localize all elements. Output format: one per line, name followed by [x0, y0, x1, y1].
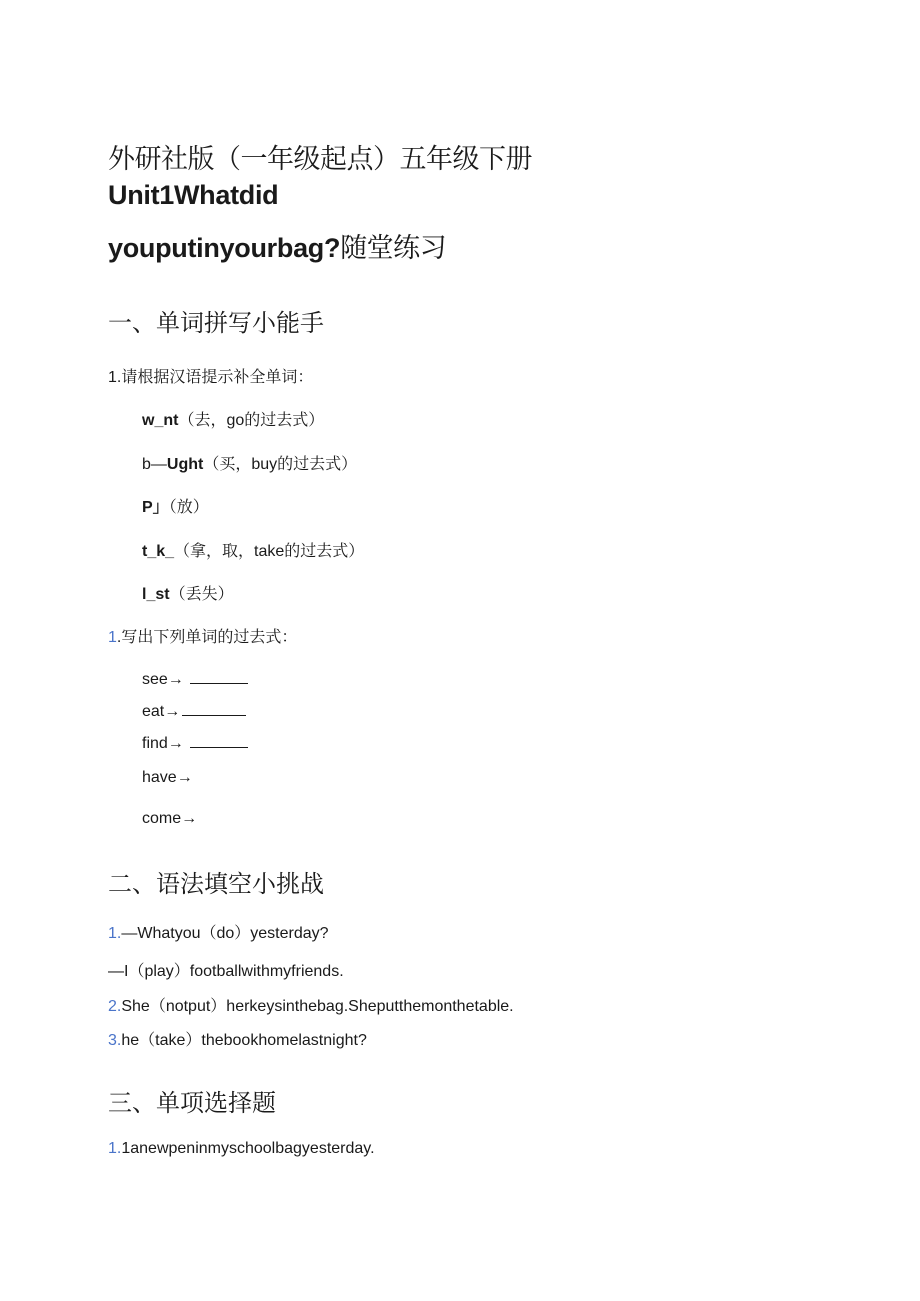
- choice-item: [108, 1138, 375, 1160]
- doc-title-line1: 外研社版（一年级起点）五年级下册: [108, 144, 532, 174]
- doc-title-line2: Unit1Whatdid: [108, 180, 279, 210]
- past-tense-item-eat: [142, 699, 246, 723]
- word-meaning: （买，buy的过去式）: [203, 456, 358, 473]
- word-item-put: [142, 497, 209, 519]
- word-hint: P」: [142, 499, 169, 516]
- grammar-item: [108, 961, 344, 983]
- question-text: She（notput）herkeysinthebag.Sheputthemonthetable.: [121, 998, 514, 1015]
- past-tense-item-have: have→: [142, 769, 193, 786]
- question-number: 2.: [108, 998, 122, 1015]
- word-meaning: （丢失）: [169, 586, 234, 603]
- word-hint: Ught: [166, 456, 204, 473]
- word-item-lost: [142, 584, 234, 606]
- past-tense-item-see: [142, 667, 248, 691]
- past-tense-item-come: come→: [142, 810, 198, 827]
- answer-blank[interactable]: [190, 667, 248, 684]
- answer-blank[interactable]: [190, 731, 248, 748]
- word-hint: w_nt: [142, 412, 179, 429]
- verb-label: see→: [142, 671, 184, 688]
- grammar-item: [108, 996, 514, 1018]
- word-hint: t_k_: [142, 543, 175, 560]
- question-text: he（take）thebookhomelastnight?: [121, 1032, 367, 1049]
- question-text: —Whatyou（do）yesterday?: [121, 925, 329, 942]
- word-prefix: b—: [142, 456, 167, 473]
- section2-heading: 二、语法填空小挑战: [108, 871, 324, 898]
- question-text: 1anewpeninmyschoolbagyesterday.: [121, 1140, 375, 1157]
- word-item-took: [142, 541, 364, 563]
- section3-heading: 三、单项选择题: [108, 1090, 276, 1117]
- question-number: 1.: [108, 925, 122, 942]
- doc-title-line3-chinese: 随堂练习: [340, 233, 447, 263]
- verb-label: eat→: [142, 703, 181, 720]
- word-hint: l_st: [142, 586, 170, 603]
- section1-heading: 一、单词拼写小能手: [108, 310, 324, 337]
- grammar-item: [108, 1030, 367, 1052]
- question-number: 1.: [108, 1140, 122, 1157]
- word-item-bought: [142, 454, 357, 476]
- word-item-went: [142, 410, 324, 432]
- grammar-item: [108, 923, 329, 945]
- word-meaning: （拿，取，take的过去式）: [174, 543, 365, 560]
- section1-q2-prompt: [108, 627, 297, 649]
- word-meaning: （去，go的过去式）: [178, 412, 325, 429]
- section1-q1-prompt: 1.请根据汉语提示补全单词：: [108, 369, 314, 386]
- question-text: .写出下列单词的过去式：: [116, 629, 298, 646]
- answer-blank[interactable]: [182, 699, 246, 716]
- question-text: —I（play）footballwithmyfriends.: [108, 963, 344, 980]
- word-meaning: （放）: [168, 499, 209, 516]
- question-number: 1: [108, 629, 117, 646]
- past-tense-item-find: [142, 731, 248, 755]
- doc-title-line3-english: youputinyourbag?: [108, 233, 341, 263]
- question-number: 3.: [108, 1032, 122, 1049]
- verb-label: find→: [142, 735, 184, 752]
- doc-title-line3: [108, 231, 446, 265]
